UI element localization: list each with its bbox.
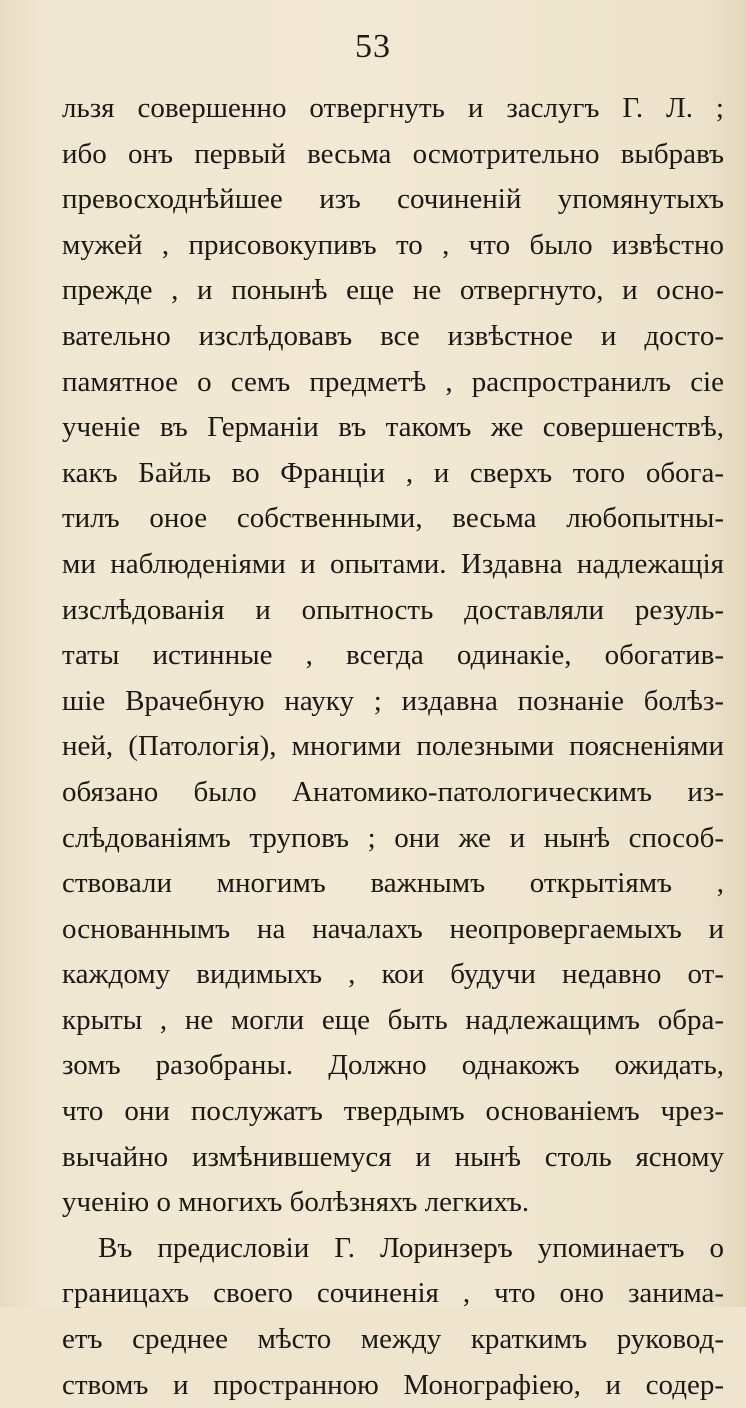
text-line: вычайно измѣнившемуся и нынѣ столь ясному	[62, 1140, 724, 1173]
paragraph-start-line: Въ предисловіи Г. Лоринзеръ упоминаетъ о	[98, 1231, 724, 1264]
text-line: етъ среднее мѣсто между краткимъ руковод-	[62, 1323, 724, 1356]
text-line: шіе Врачебную науку ; издавна познаніе болѣз-	[62, 684, 724, 717]
text-line: превосходнѣйшее изъ сочиненій упомянутыхъ	[62, 183, 724, 216]
text-line: ствовали многимъ важнымъ открытіямъ ,	[62, 867, 724, 900]
text-line: ми наблюденіями и опытами. Издавна надлежащія	[62, 547, 724, 580]
text-line: обязано было Анатомико-патологическимъ из-	[62, 775, 724, 808]
text-line: вательно изслѣдовавъ все извѣстное и достo-	[62, 319, 724, 352]
text-line: слѣдованіямъ труповъ ; они же и нынѣ способ-	[62, 821, 724, 854]
text-line: крыты , не могли еще быть надлежащимъ обра-	[62, 1003, 724, 1036]
paragraph-end-line: ученію о многихъ болѣзняхъ легкихъ.	[62, 1186, 530, 1219]
text-line: мужей , присовокупивъ то , что было извѣстно	[62, 228, 724, 261]
text-line: что они послужатъ твердымъ основаніемъ чрез-	[62, 1095, 724, 1128]
body-text	[62, 86, 724, 1408]
text-line: ней, (Патологія), многими полезными поясненіями	[62, 730, 724, 763]
text-line: какъ Байль во Франціи , и сверхъ того обога-	[62, 456, 724, 489]
text-line: основаннымъ на началахъ неопровергаемыхъ и	[62, 912, 724, 945]
text-line: изслѣдованія и опытность доставляли резуль-	[62, 593, 724, 626]
text-line: границахъ своего сочиненія , что оно занима-	[62, 1277, 724, 1310]
text-line: зомъ разобраны. Должно однакожъ ожидать,	[62, 1049, 724, 1082]
text-line: ствомъ и пространною Монографіею, и содер-	[62, 1368, 724, 1401]
text-line: каждому видимыхъ , кои будучи недавно от-	[62, 958, 724, 991]
text-line: ученіе въ Германіи въ такомъ же совершенствѣ,	[62, 411, 724, 444]
text-line: прежде , и понынѣ еще не отвергнуто, и осно-	[62, 274, 724, 307]
text-line: ибо онъ первый весьма осмотрительно выбравъ	[62, 137, 724, 170]
page-number: 53	[355, 28, 391, 65]
text-line: таты истинные , всегда одинакіе, обогатив-	[62, 639, 724, 672]
text-line: памятное о семъ предметѣ , распространилъ сіе	[62, 365, 724, 398]
text-line: тилъ оное собственными, весьма любопытны-	[62, 502, 724, 535]
text-line: льзя совершенно отвергнуть и заслугъ Г. Л. ;	[62, 92, 724, 124]
